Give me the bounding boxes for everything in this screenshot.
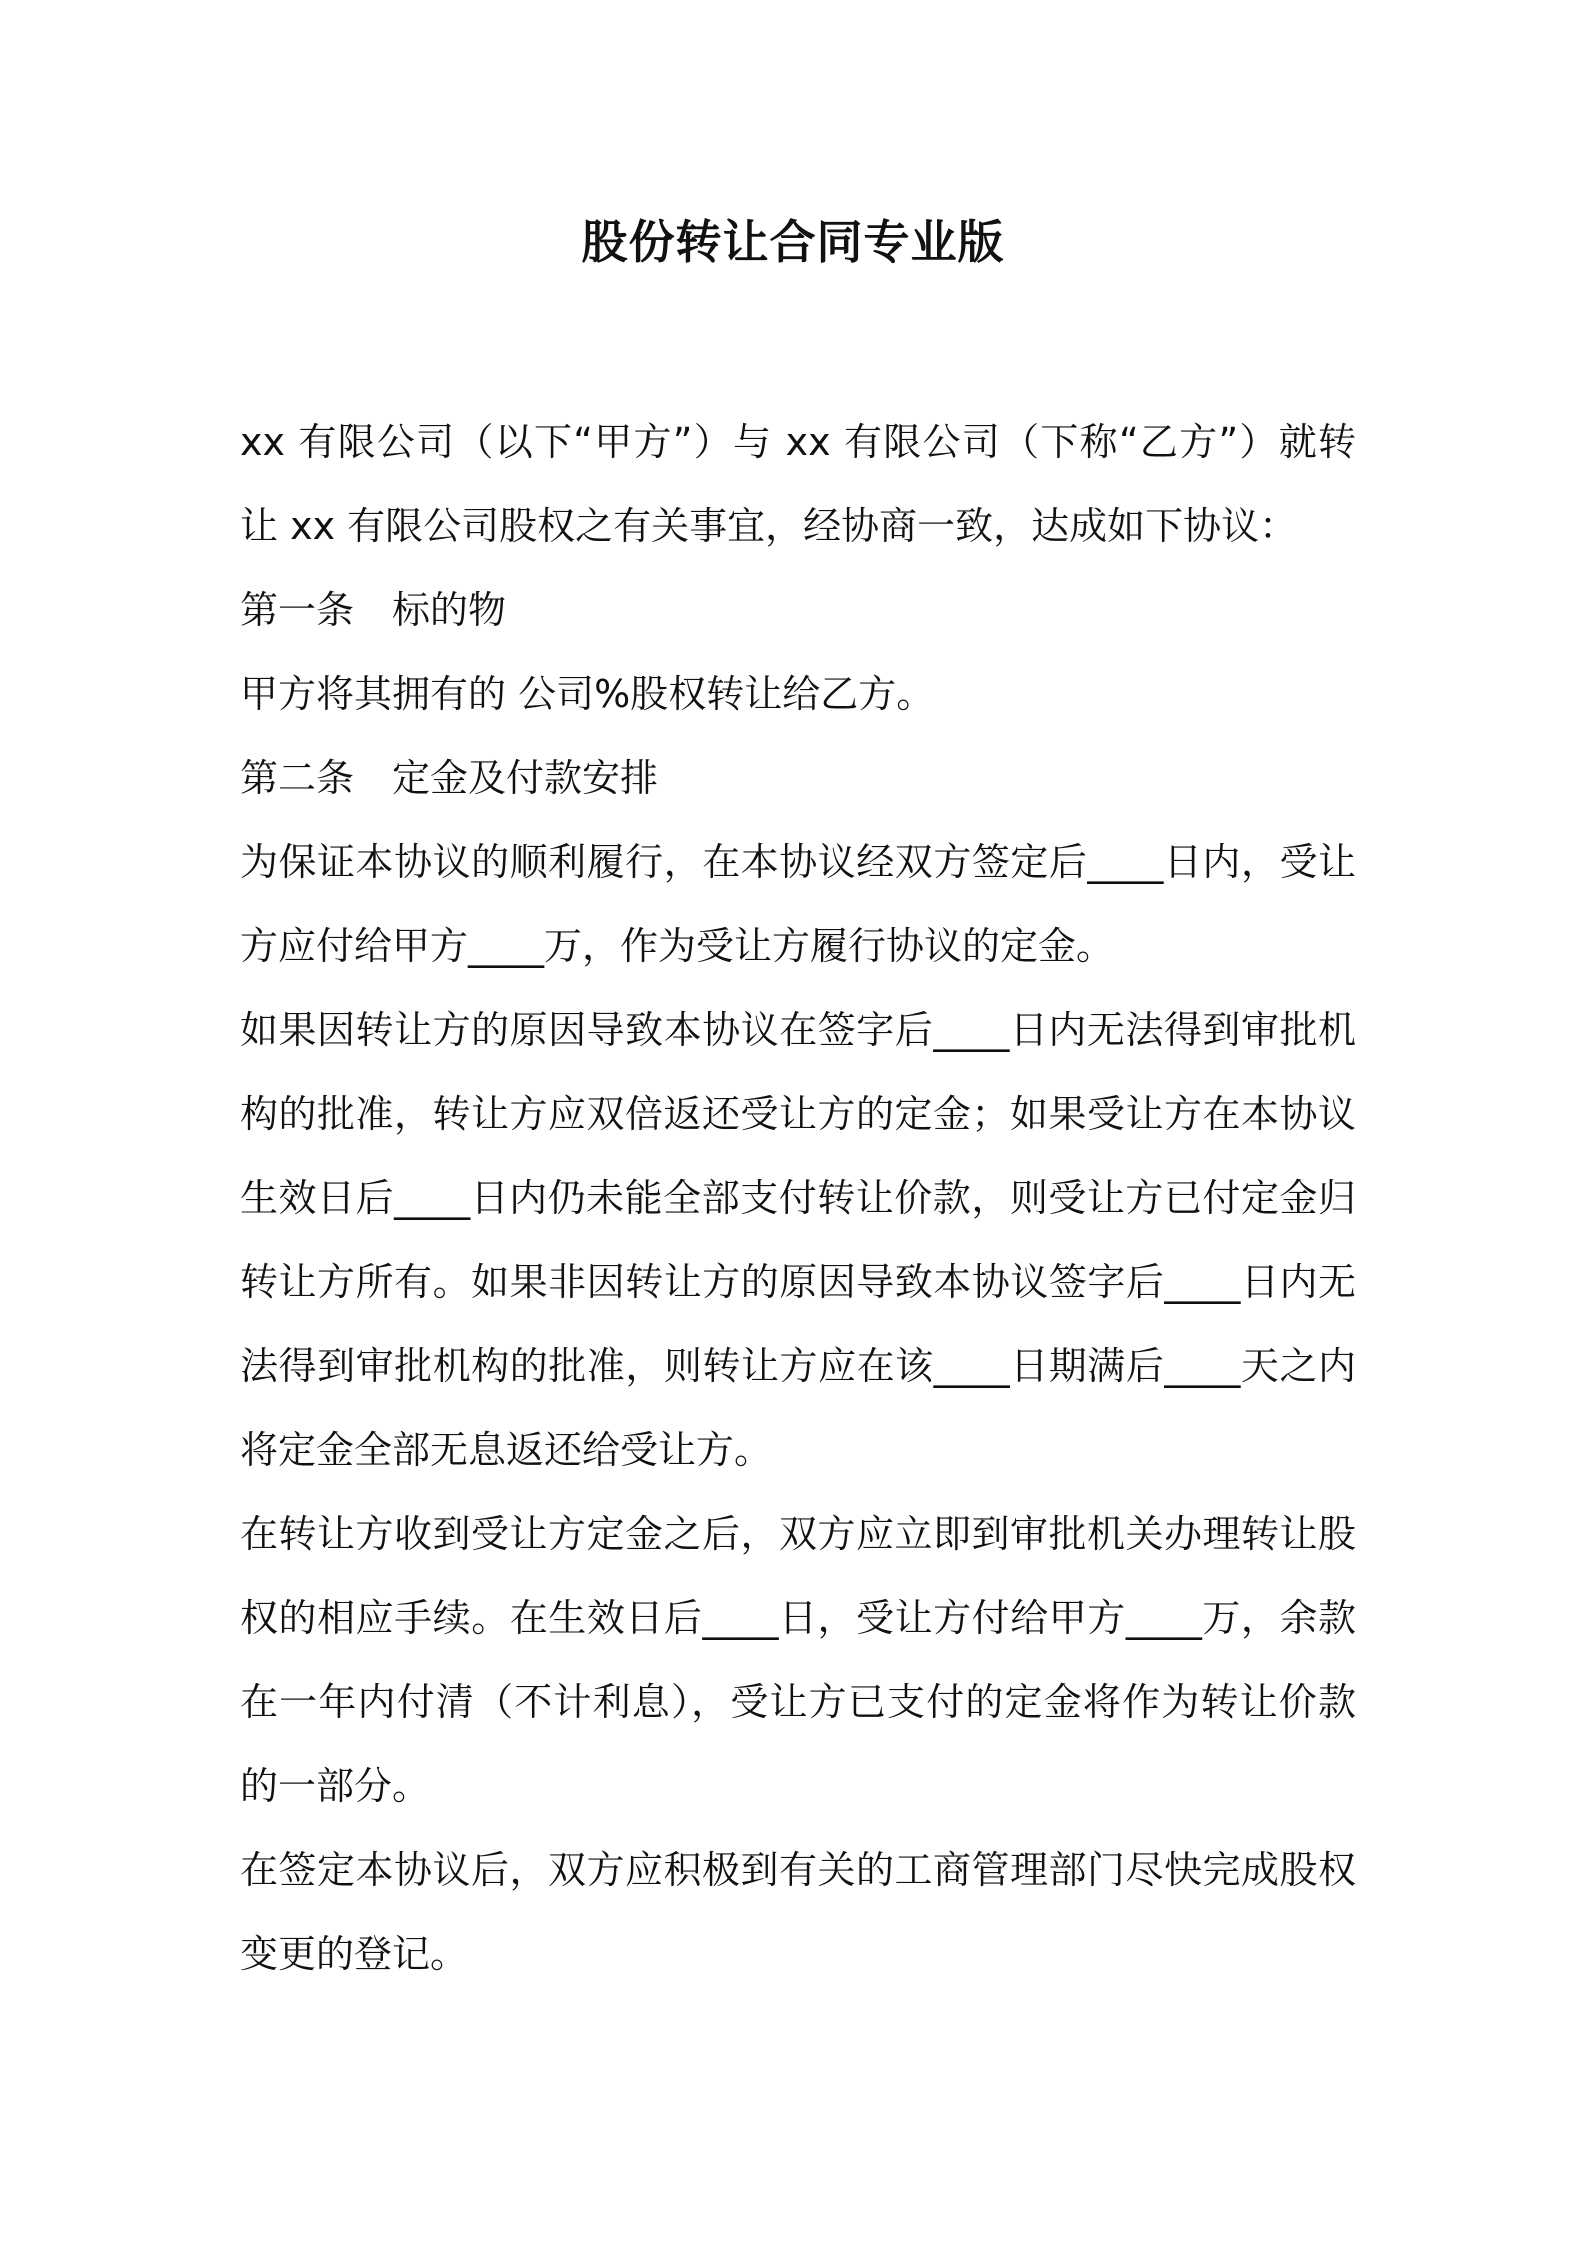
article-1-heading (240, 568, 1356, 652)
article-2-heading (240, 736, 1356, 820)
article-1-number: 第一条 (240, 588, 355, 632)
deposit-paragraph: 为保证本协议的顺利履行，在本协议经双方签定后____日内，受让方应付给甲方____万，作为受让方履行协议的定金。 (240, 840, 1356, 968)
approval-paragraph: 如果因转让方的原因导致本协议在签字后____日内无法得到审批机构的批准，转让方应双倍返还受让方的定金；如果受让方在本协议生效日后____日内仍未能全部支付转让价款，则受让方已付定金归转让方所有。如果非因转让方的原因导致本协议签字后____日内无法得到审批机构的批准，则转让方应在该____日期满后____天之内将定金全部无息返还给受让方。 (240, 1008, 1356, 1472)
registration-paragraph: 在签定本协议后，双方应积极到有关的工商管理部门尽快完成股权变更的登记。 (240, 1848, 1356, 1976)
document-body (240, 400, 1356, 1996)
article-2-title: 定金及付款安排 (392, 756, 659, 800)
intro-paragraph: xx 有限公司（以下“甲方”）与 xx 有限公司（下称“乙方”）就转让 xx 有限公司股权之有关事宜，经协商一致，达成如下协议： (240, 420, 1356, 548)
payment-paragraph: 在转让方收到受让方定金之后，双方应立即到审批机关办理转让股权的相应手续。在生效日后____日，受让方付给甲方____万，余款在一年内付清（不计利息），受让方已支付的定金将作为转让价款的一部分。 (240, 1512, 1356, 1808)
article-1-title: 标的物 (392, 588, 507, 632)
article-2-number: 第二条 (240, 756, 355, 800)
article-1-paragraph: 甲方将其拥有的 公司%股权转让给乙方。 (240, 672, 935, 716)
document-title: 股份转让合同专业版 (581, 215, 1005, 269)
